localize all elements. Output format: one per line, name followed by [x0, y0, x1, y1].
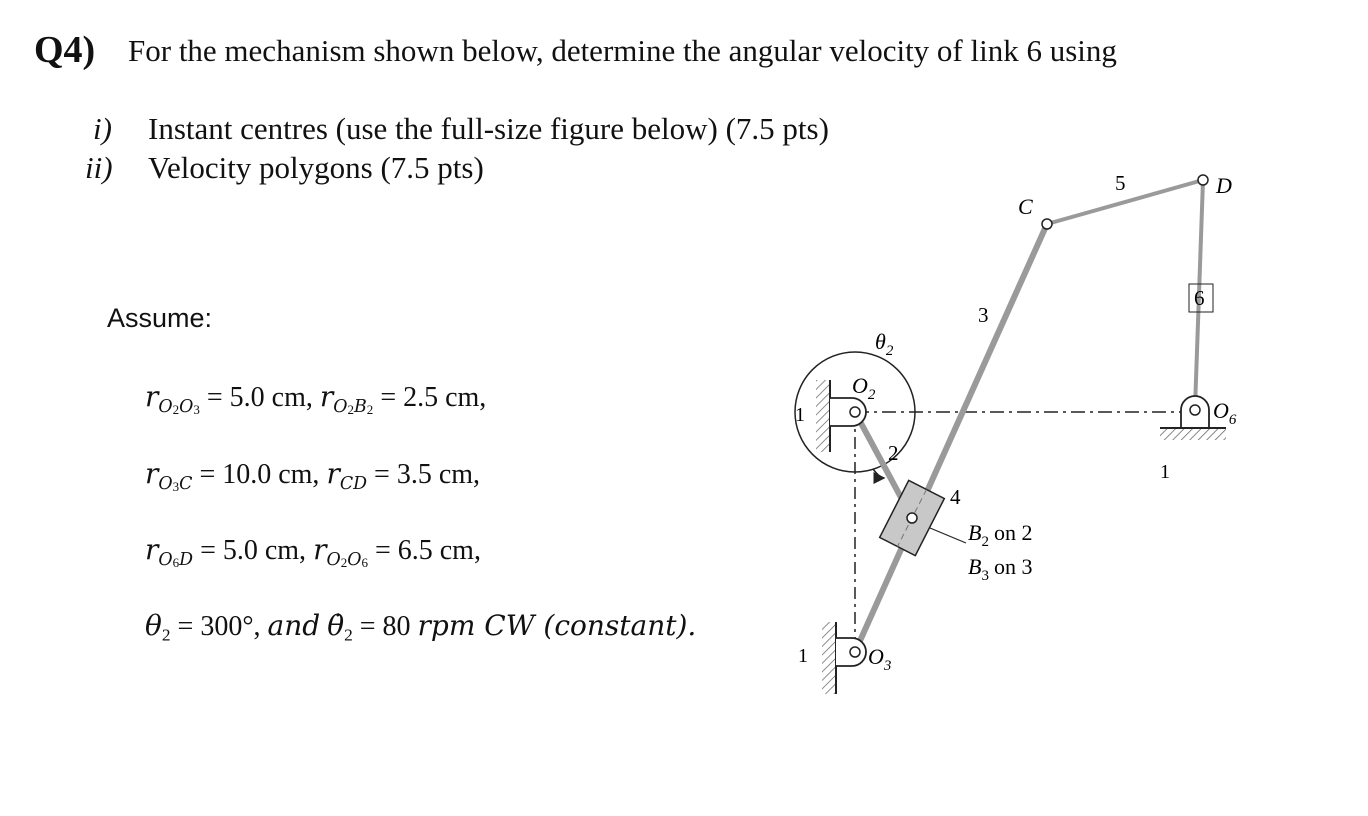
label-link-4: 4 [950, 485, 961, 509]
link-3 [855, 224, 1047, 652]
label-link-5: 5 [1115, 171, 1126, 195]
pin-B [907, 513, 917, 523]
item-1-text: Instant centres (use the full-size figure below) (7.5 pts) [148, 111, 829, 146]
ground-O3 [822, 622, 866, 694]
label-B3-on-3: $B_3$ on 3 [968, 554, 1033, 584]
label-O2: $O_2$ [852, 373, 876, 403]
label-O3: $O_3$ [868, 644, 892, 674]
item-1-number: i) [93, 111, 112, 146]
label-link-2: 2 [888, 441, 899, 465]
assume-label: Assume: [107, 303, 213, 333]
label-link-3: 3 [978, 303, 989, 327]
pin-D [1198, 175, 1208, 185]
label-ground-1-right: 1 [1160, 461, 1170, 483]
pin-C [1042, 219, 1052, 229]
label-link-6: 6 [1194, 286, 1205, 310]
equation-1: $r_{O2O3} = 5.0$ cm, $r_{O2B2} = 2.5$ cm, [145, 380, 487, 417]
label-ground-1-bottom: 1 [798, 645, 808, 667]
item-2-number: ii) [85, 150, 113, 185]
question-label: Q4) [34, 29, 96, 71]
question-text: For the mechanism shown below, determine the angular velocity of link 6 using [128, 33, 1117, 68]
label-O6: $O_6$ [1213, 398, 1237, 428]
theta-arrow [873, 469, 884, 478]
label-C: C [1018, 194, 1033, 219]
leader-B [930, 528, 966, 543]
equation-2: $r_{O3C} = 10.0$ cm, $r_{CD} = 3.5$ cm, [145, 457, 481, 494]
label-ground-1-left: 1 [795, 404, 805, 426]
label-theta2: $\theta_2$ [875, 329, 894, 359]
equation-3: $r_{O6D} = 5.0$ cm, $r_{O2O6} = 6.5$ cm, [145, 533, 481, 570]
label-B2-on-2: $B_2$ on 2 [968, 520, 1033, 550]
label-D: D [1216, 173, 1232, 198]
equation-4: $\theta_2 = 300^\circ$, and $\thetȧ_2 = 80$ rpm CW (constant). [145, 609, 697, 645]
item-2-text: Velocity polygons (7.5 pts) [148, 150, 484, 185]
